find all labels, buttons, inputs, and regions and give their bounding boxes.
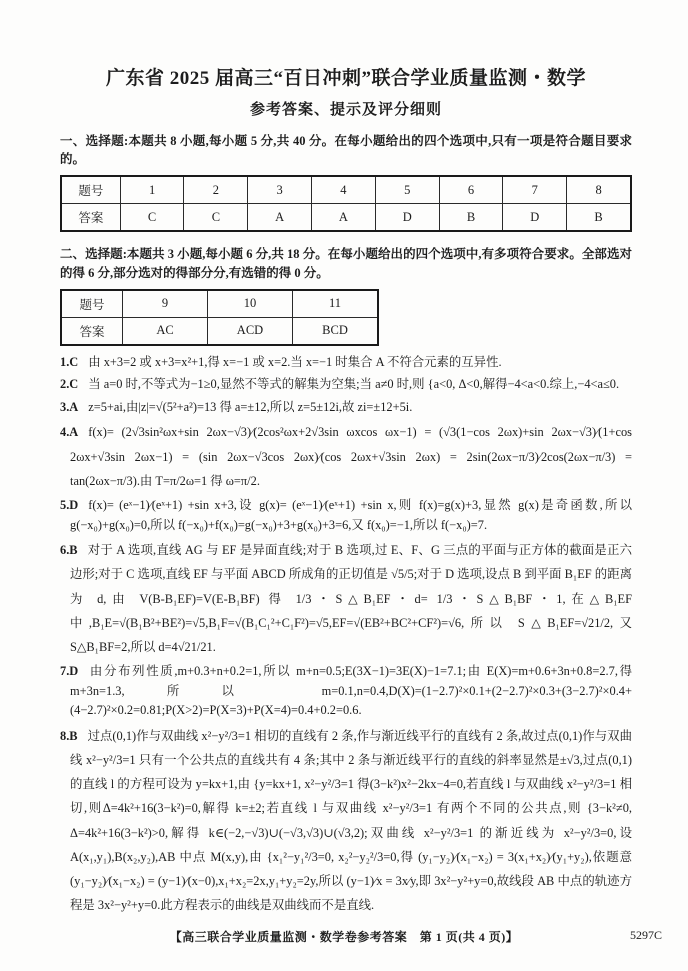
solution-text: z=5+ai,由|z|=√(5²+a²)=13 得 a=±12,所以 z=5±12i,故 zi=±12+5i. (88, 399, 413, 414)
answer-cell: C (184, 204, 248, 232)
solution-item-6 (60, 538, 632, 659)
table-row-answers (61, 204, 631, 232)
solution-text: 由 x+3=2 或 x+3=x²+1,得 x=−1 或 x=2.当 x=−1 时集合 A 不符合元素的互异性. (88, 354, 502, 369)
solution-text: 由分布列性质,m+0.3+n+0.2=1,所以 m+n=0.5;E(3X−1)=3E(X)−1=7.1;由 E(X)=m+0.6+3n+0.8=2.7,得 m+3n=1.3,所以 m=0.1,n=0.4,D(X)=(1−2.7)²×0.1+(2−2.7)²×0.3+(3−2.7)²×0.4+(4−2.7)²×0.2=0.81;P(X>2)=P(X=3)+P(X=4)=0.4+0.2=0.6. (70, 664, 632, 718)
page-subtitle: 参考答案、提示及评分细则 (249, 101, 442, 118)
row-label-answer: 答案 (61, 317, 123, 345)
solution-text: f(x)= (2√3sin²ωx+sin 2ωx−√3)∕(2cos²ωx+2√3sin ωxcos ωx−1) = (√3(1−cos 2ωx)+sin 2ωx−√3)∕(1+cos 2ωx+√3sin 2ωx−1) = (sin 2ωx−√3cos 2ωx)∕(cos 2ωx+√3sin 2ωx) = 2sin(2ωx−π/3)∕2cos(2ωx−π/3) = tan(2ωx−π/3).由 T=π/2ω=1 得 ω=π/2. (70, 425, 632, 488)
section-1-heading: 一、选择题:本题共 8 小题,每小题 5 分,共 40 分。在每小题给出的四个选项中,只有一项是符合题目要求的。 (60, 133, 632, 167)
answer-table-single-choice (60, 175, 632, 232)
answer-cell: A (312, 204, 376, 232)
solution-label: 2.C (60, 377, 79, 392)
question-number-cell: 5 (375, 176, 439, 204)
solution-label: 7.D (60, 664, 79, 679)
solution-text: 过点(0,1)作与双曲线 x²−y²/3=1 相切的直线有 2 条,作与渐近线平行的直线有 2 条,故过点(0,1)作与双曲线 x²−y²/3=1 只有一个公共点的直线共有 4 条;其中 2 条与渐近线平行的直线的斜率显然是±√3,过点(0,1)的直线 l 的方程可设为 y=kx+1,由 {y=kx+1, x²−y²/3=1 得(3−k²)x²−2kx−4=0,若直线 l 与双曲线 x²−y²/3=1 相切,则Δ=4k²+16(3−k²)=0,解得 k=±2;若直线 l 与双曲线 x²−y²/3=1 有两个不同的公共点,则 {3−k²≠0, Δ=4k²+16(3−k²)>0,解得 k∈(−2,−√3)∪(−√3,√3)∪(√3,2);双曲线 x²−y²/3=1 的渐近线为 x²−y²/3=0,设 A(x₁,y₁),B(x₂,y₂),AB 中点 M(x,y),由 {x₁²−y₁²/3=0, x₂²−y₂²/3=0,得 (y₁−y₂)∕(x₁−x₂) = 3(x₁+x₂)∕(y₁+y₂),依题意 (y₁−y₂)∕(x₁−x₂) = (y−1)∕(x−0),x₁+x₂=2x,y₁+y₂=2y,所以 (y−1)∕x = 3x∕y,即 3x²−y²+y=0,故线段 AB 中点的轨迹方程是 3x²−y²+y=0.此方程表示的曲线是双曲线而不是直线. (70, 728, 632, 913)
solution-label: 1.C (60, 354, 79, 369)
solution-label: 3.A (60, 399, 79, 414)
answer-cell: B (439, 204, 503, 232)
solution-item-7 (60, 662, 632, 721)
answer-cell: D (503, 204, 567, 232)
row-label-number: 题号 (61, 290, 123, 318)
question-number-cell: 11 (293, 290, 379, 318)
answer-table-multi-choice (60, 289, 379, 346)
question-number-cell: 2 (184, 176, 248, 204)
solution-text: 对于 A 选项,直线 AG 与 EF 是异面直线;对于 B 选项,过 E、F、G 三点的平面与正方体的截面是正六边形;对于 C 选项,直线 EF 与平面 ABCD 所成角的正切值是 √5/5;对于 D 选项,设点 B 到平面 B₁EF 的距离为 d,由 V(B-B₁EF)=V(E-B₁BF) 得 1/3・S△B₁EF・d= 1/3・S△B₁BF・1,在△B₁EF 中,B₁E=√(B₁B²+BE²)=√5,B₁F=√(B₁C₁²+C₁F²)=√5,EF=√(EB²+BC²+CF²)=√6,所以 S△B₁EF=√21/2,又 S△B₁BF=2,所以 d=4√21/21. (70, 543, 632, 654)
table-row-answers (61, 317, 378, 345)
question-number-cell: 8 (567, 176, 631, 204)
question-number-cell: 3 (248, 176, 312, 204)
table-row-numbers (61, 290, 378, 318)
answer-cell: AC (123, 317, 208, 345)
footer-caption: 【高三联合学业质量监测・数学卷参考答案 第 1 页(共 4 页)】 (169, 930, 519, 944)
question-number-cell: 1 (120, 176, 184, 204)
table-row-numbers (61, 176, 631, 204)
solution-label: 6.B (60, 543, 78, 558)
section-2-heading: 二、选择题:本题共 3 小题,每小题 6 分,共 18 分。在每小题给出的四个选项中,有多项符合要求。全部选对的得 6 分,部分选对的得部分分,有选错的得 0 分。 (60, 247, 632, 280)
solution-item-2 (60, 375, 632, 395)
solution-item-4 (60, 420, 632, 493)
solution-label: 4.A (60, 425, 79, 440)
solution-item-1 (60, 353, 632, 373)
page-title: 广东省 2025 届高三“百日冲刺”联合学业质量监测・数学 (105, 68, 586, 89)
footer-paper-code: 5297C (629, 928, 662, 942)
answer-cell: ACD (208, 317, 293, 345)
question-number-cell: 7 (503, 176, 567, 204)
question-number-cell: 9 (123, 290, 208, 318)
solution-label: 8.B (60, 728, 78, 743)
answer-cell: A (248, 204, 312, 232)
answer-cell: D (375, 204, 439, 232)
answer-cell: BCD (293, 317, 379, 345)
solution-text: 当 a=0 时,不等式为−1≥0,显然不等式的解集为空集;当 a≠0 时,则 {a<0, Δ<0,解得−4<a<0.综上,−4<a≤0. (88, 377, 620, 392)
row-label-answer: 答案 (61, 204, 120, 232)
solution-text: f(x)= (eˣ−1)∕(eˣ+1) +sin x+3,设 g(x)= (eˣ−1)∕(eˣ+1) +sin x,则 f(x)=g(x)+3,显然 g(x)是奇函数,所以 g(−x₀)+g(x₀)=0,所以 f(−x₀)+f(x₀)=g(−x₀)+3+g(x₀)+3=6,又 f(x₀)=−1,所以 f(−x₀)=7. (70, 497, 632, 532)
answer-cell: B (567, 204, 631, 232)
solution-item-8 (60, 724, 632, 918)
answer-cell: C (120, 204, 184, 232)
solutions-list (60, 353, 632, 918)
solution-label: 5.D (60, 497, 79, 512)
row-label-number: 题号 (61, 176, 120, 204)
question-number-cell: 10 (208, 290, 293, 318)
solution-item-3 (60, 398, 632, 418)
question-number-cell: 6 (439, 176, 503, 204)
page-footer (0, 928, 688, 945)
question-number-cell: 4 (312, 176, 376, 204)
solution-item-5 (60, 496, 632, 535)
